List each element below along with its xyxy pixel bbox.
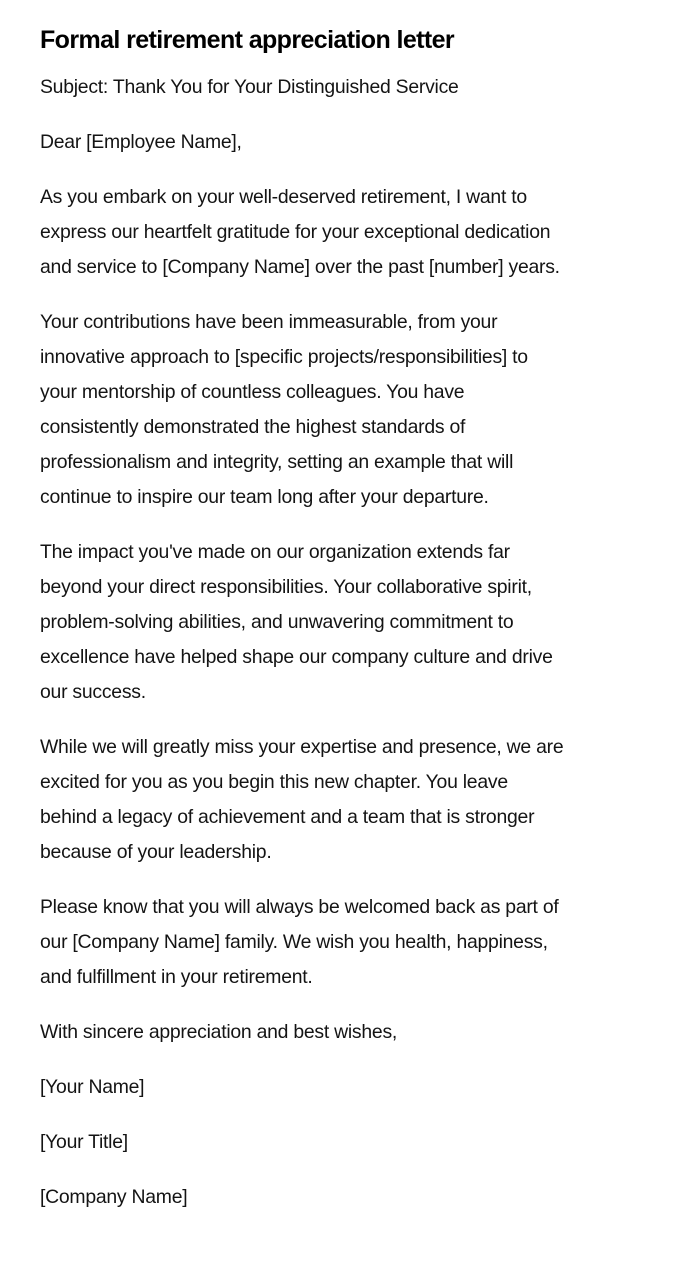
document-title: Formal retirement appreciation letter xyxy=(40,26,455,54)
text-line: excellence have helped shape our company culture and drive xyxy=(40,646,553,668)
text-line: your mentorship of countless colleagues. You have xyxy=(40,381,465,403)
paragraph-gratitude xyxy=(40,180,660,285)
text-line: our success. xyxy=(40,681,146,703)
text-line: beyond your direct responsibilities. Your collaborative spirit, xyxy=(40,576,532,598)
text-line: because of your leadership. xyxy=(40,841,272,863)
letter-greeting: Dear [Employee Name], xyxy=(40,131,242,153)
signature-title: [Your Title] xyxy=(40,1131,128,1153)
text-line: professionalism and integrity, setting an example that will xyxy=(40,451,514,473)
text-line: continue to inspire our team long after your departure. xyxy=(40,486,489,508)
text-line: While we will greatly miss your expertise and presence, we are xyxy=(40,736,564,758)
paragraph-contributions xyxy=(40,305,660,515)
text-line: excited for you as you begin this new chapter. You leave xyxy=(40,771,508,793)
paragraph-farewell xyxy=(40,730,660,870)
text-line: Your contributions have been immeasurable, from your xyxy=(40,311,498,333)
text-line: consistently demonstrated the highest standards of xyxy=(40,416,466,438)
text-line: and service to [Company Name] over the past [number] years. xyxy=(40,256,560,278)
text-line: Please know that you will always be welcomed back as part of xyxy=(40,896,559,918)
text-line: problem-solving abilities, and unwavering commitment to xyxy=(40,611,514,633)
text-line: and fulfillment in your retirement. xyxy=(40,966,313,988)
text-line: our [Company Name] family. We wish you health, happiness, xyxy=(40,931,548,953)
text-line: The impact you've made on our organization extends far xyxy=(40,541,510,563)
text-line: express our heartfelt gratitude for your exceptional dedication xyxy=(40,221,551,243)
letter-document xyxy=(40,22,660,1235)
paragraph-impact xyxy=(40,535,660,710)
text-line: innovative approach to [specific projects/responsibilities] to xyxy=(40,346,528,368)
text-line: As you embark on your well-deserved retirement, I want to xyxy=(40,186,527,208)
text-line: behind a legacy of achievement and a team that is stronger xyxy=(40,806,535,828)
letter-closing: With sincere appreciation and best wishes, xyxy=(40,1021,398,1043)
signature-company: [Company Name] xyxy=(40,1186,188,1208)
signature-name: [Your Name] xyxy=(40,1076,145,1098)
paragraph-welcome-back xyxy=(40,890,660,995)
letter-subject: Subject: Thank You for Your Distinguished Service xyxy=(40,76,459,98)
